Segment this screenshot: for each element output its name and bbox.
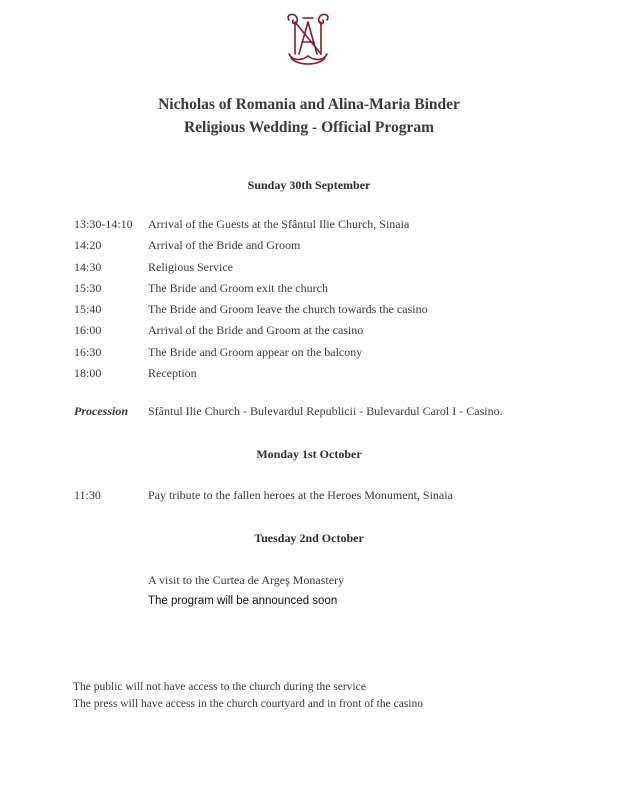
- schedule-description: Arrival of the Guests at the Sfântul Ilie Church, Sinaia: [148, 217, 410, 231]
- schedule-time: 14:20: [74, 238, 102, 252]
- schedule-description: Reception: [148, 366, 197, 380]
- announcement-note: The program will be announced soon: [148, 595, 338, 607]
- document-title: Nicholas of Romania and Alina-Maria Binder: [158, 96, 460, 113]
- schedule-time: 16:30: [74, 345, 102, 359]
- schedule-description: The Bride and Groom appear on the balcony: [148, 345, 363, 359]
- schedule-description: The Bride and Groom leave the church towards the casino: [148, 302, 428, 316]
- schedule-time: 15:40: [74, 302, 102, 316]
- procession-route: Sfântul Ilie Church - Bulevardul Republicii - Bulevardul Carol I - Casino.: [148, 404, 503, 418]
- day-heading-monday: Monday 1st October: [256, 447, 362, 461]
- footer-note-press: The press will have access in the church courtyard and in front of the casino: [73, 698, 423, 710]
- royal-monogram-logo: [281, 10, 335, 66]
- document-subtitle: Religious Wedding - Official Program: [183, 119, 434, 136]
- footer-note-public: The public will not have access to the church during the service: [73, 681, 366, 693]
- schedule-description: Religious Service: [148, 260, 233, 274]
- day-heading-sunday: Sunday 30th September: [247, 178, 371, 192]
- schedule-description: The Bride and Groom exit the church: [148, 281, 328, 295]
- schedule-time: 11:30: [74, 488, 101, 502]
- schedule-description: Arrival of the Bride and Groom: [148, 238, 301, 252]
- day-heading-tuesday: Tuesday 2nd October: [254, 531, 364, 545]
- schedule-time: 18:00: [74, 366, 102, 380]
- schedule-description: Arrival of the Bride and Groom at the casino: [148, 323, 364, 337]
- schedule-time: 15:30: [74, 281, 102, 295]
- procession-label: Procession: [74, 404, 128, 418]
- schedule-time: 14:30: [74, 260, 102, 274]
- schedule-description: Pay tribute to the fallen heroes at the Heroes Monument, Sinaia: [148, 488, 453, 502]
- monastery-visit: A visit to the Curtea de Argeş Monastery: [148, 573, 345, 587]
- schedule-time: 16:00: [74, 323, 102, 337]
- schedule-time: 13:30-14:10: [74, 217, 133, 231]
